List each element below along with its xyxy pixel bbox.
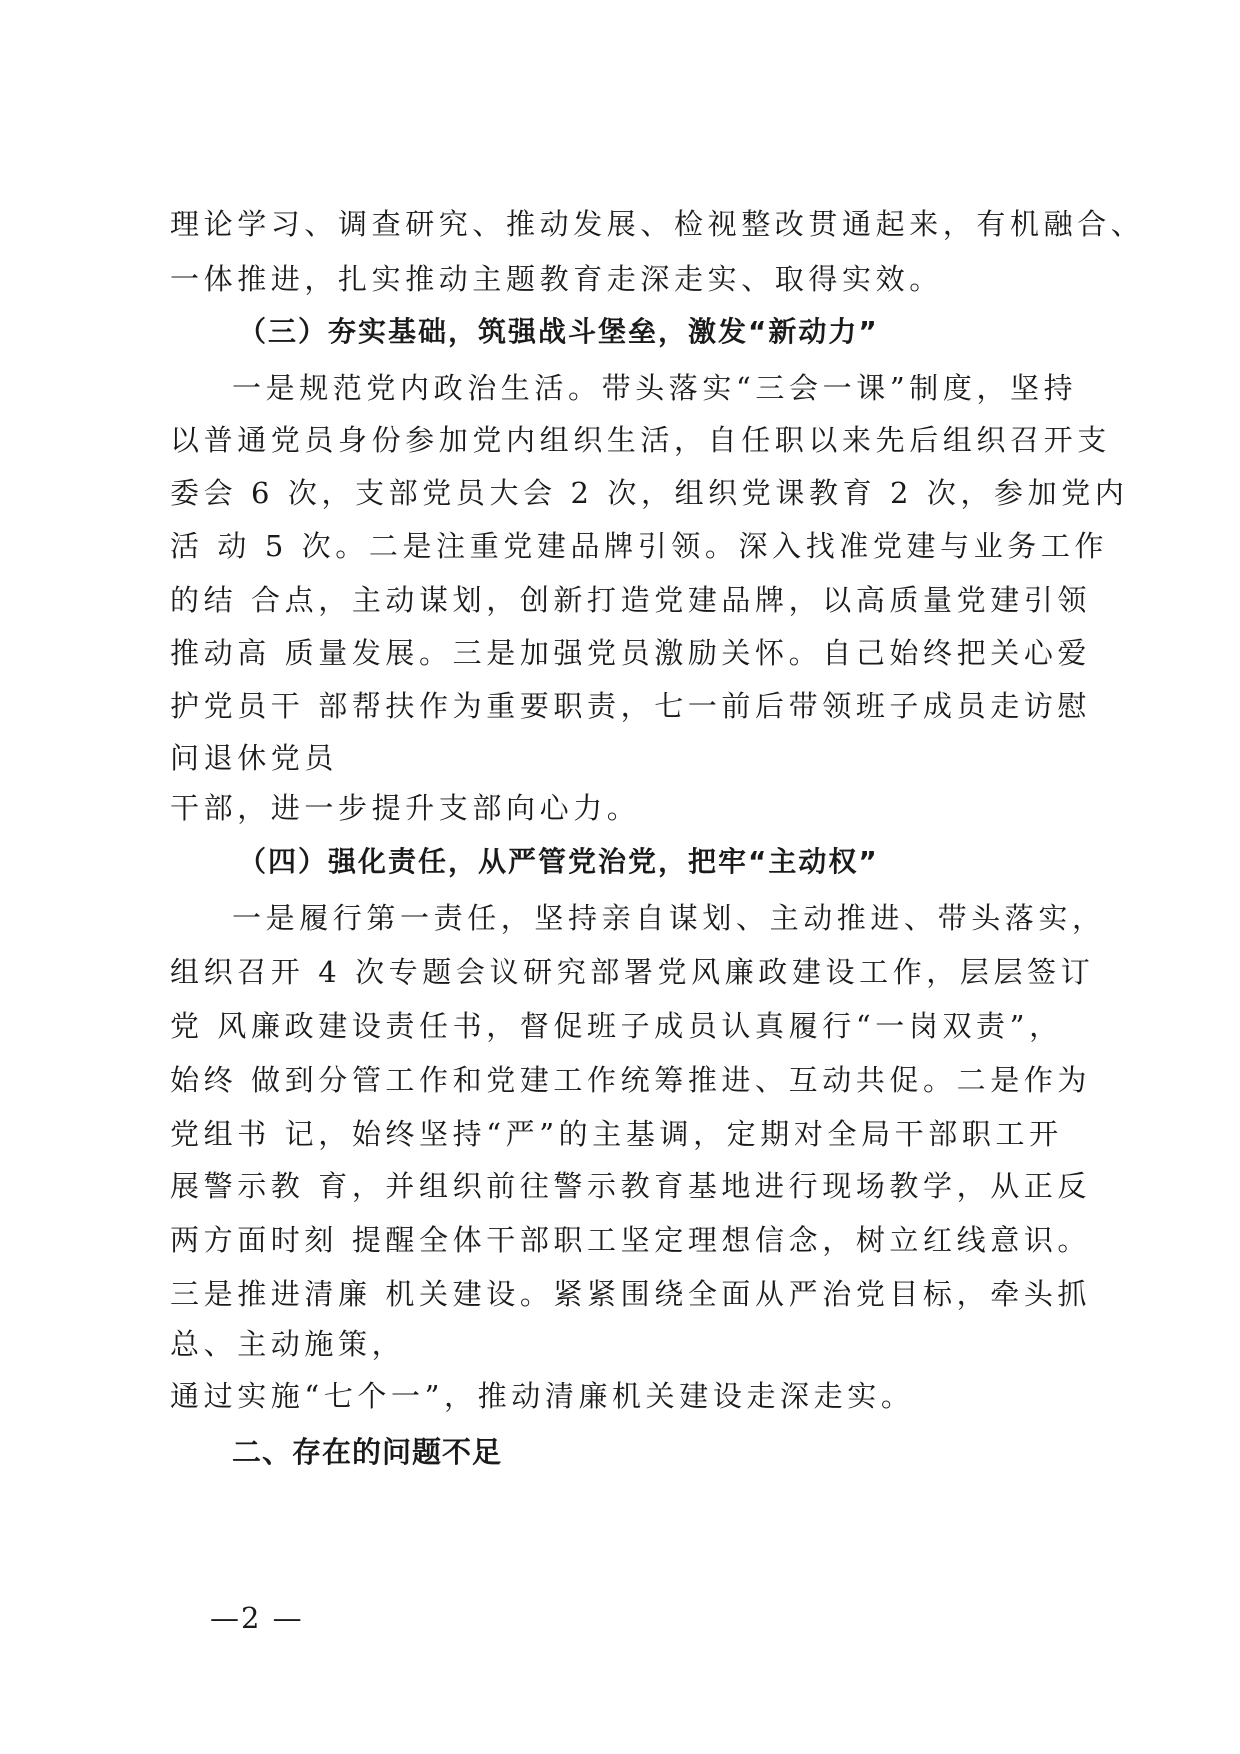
section4-line-3: 党 风廉政建设责任书，督促班子成员认真履行“一岗双责”， — [170, 1009, 1063, 1043]
section3-line-4: 活 动 5 次。二是注重党建品牌引领。深入找准党建与业务工作 — [170, 529, 1109, 563]
intro-line-2: 一体推进，扎实推动主题教育走深走实、取得实效。 — [170, 262, 943, 296]
section3-line-3: 委会 6 次，支部党员大会 2 次，组织党课教育 2 次，参加党内 — [170, 476, 1129, 510]
section3-line-9: 干部，进一步提升支部向心力。 — [170, 791, 641, 825]
section4-line-5: 党组书 记，始终坚持“严”的主基调，定期对全局干部职工开 — [170, 1117, 1063, 1151]
section4-line-8: 三是推进清廉 机关建设。紧紧围绕全面从严治党目标，牵头抓 — [170, 1277, 1092, 1311]
section3-heading: （三）夯实基础，筑强战斗堡垒，激发“新动力” — [238, 315, 879, 348]
part2-heading: 二、存在的问题不足 — [232, 1435, 503, 1469]
section3-line-5: 的结 合点，主动谋划，创新打造党建品牌，以高质量党建引领 — [170, 583, 1092, 617]
section4-line-2: 组织召开 4 次专题会议研究部署党风廉政建设工作，层层签订 — [170, 955, 1095, 989]
intro-line-1: 理论学习、调查研究、推动发展、检视整改贯通起来，有机融合、 — [170, 207, 1145, 241]
section4-line-7: 两方面时刻 提醒全体干部职工坚定理想信念，树立红线意识。 — [170, 1223, 1092, 1257]
section4-line-1: 一是履行第一责任，坚持亲自谋划、主动推进、带头落实， — [232, 901, 1106, 935]
section3-line-1: 一是规范党内政治生活。带头落实“三会一课”制度，坚持 — [232, 371, 1078, 405]
section3-line-6: 推动高 质量发展。三是加强党员激励关怀。自己始终把关心爱 — [170, 636, 1092, 670]
section3-line-8: 问退休党员 — [170, 741, 339, 775]
section4-line-4: 始终 做到分管工作和党建工作统筹推进、互动共促。二是作为 — [170, 1063, 1092, 1097]
section3-line-7: 护党员干 部帮扶作为重要职责，七一前后带领班子成员走访慰 — [170, 689, 1092, 723]
section4-line-10: 通过实施“七个一”，推动清廉机关建设走深走实。 — [170, 1379, 915, 1413]
section3-line-2: 以普通党员身份参加党内组织生活，自任职以来先后组织召开支 — [170, 423, 1111, 457]
section4-line-6: 展警示教 育，并组织前往警示教育基地进行现场教学，从正反 — [170, 1169, 1092, 1203]
section4-heading: （四）强化责任，从严管党治党，把牢“主动权” — [238, 845, 879, 878]
page-number: —2 — — [210, 1601, 304, 1635]
section4-line-9: 总、主动施策， — [170, 1327, 406, 1361]
